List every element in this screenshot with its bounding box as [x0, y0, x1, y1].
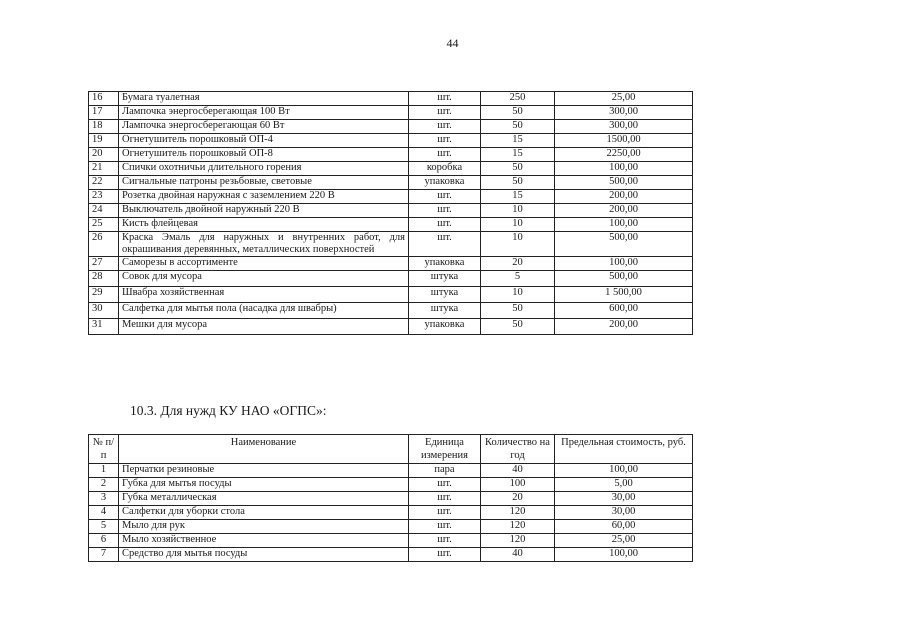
cell-price: 60,00 [555, 520, 693, 534]
cell-qty: 40 [481, 464, 555, 478]
cell-unit: шт. [409, 492, 481, 506]
table-row [89, 92, 693, 106]
table-row [89, 134, 693, 148]
table-row [89, 271, 693, 287]
cell-num: 24 [89, 204, 119, 218]
cell-price: 5,00 [555, 478, 693, 492]
table-row [89, 492, 693, 506]
cell-name: Бумага туалетная [119, 92, 409, 106]
table-row [89, 464, 693, 478]
cell-price: 100,00 [555, 162, 693, 176]
cell-num: 21 [89, 162, 119, 176]
cell-qty: 15 [481, 148, 555, 162]
cell-unit: штука [409, 271, 481, 287]
table-row [89, 176, 693, 190]
cell-unit: шт. [409, 218, 481, 232]
cell-name: Огнетушитель порошковый ОП-8 [119, 148, 409, 162]
cell-num: 4 [89, 506, 119, 520]
items-table-continued [88, 91, 693, 335]
table-row [89, 506, 693, 520]
cell-unit: шт. [409, 190, 481, 204]
cell-qty: 50 [481, 162, 555, 176]
cell-name: Перчатки резиновые [119, 464, 409, 478]
table-row [89, 204, 693, 218]
cell-price: 25,00 [555, 92, 693, 106]
cell-unit: шт. [409, 92, 481, 106]
cell-num: 3 [89, 492, 119, 506]
cell-name: Салфетки для уборки стола [119, 506, 409, 520]
cell-num: 17 [89, 106, 119, 120]
cell-price: 1500,00 [555, 134, 693, 148]
cell-num: 7 [89, 548, 119, 562]
header-num: № п/п [89, 435, 119, 464]
cell-price: 600,00 [555, 303, 693, 319]
cell-price: 2250,00 [555, 148, 693, 162]
table-row [89, 287, 693, 303]
cell-qty: 15 [481, 134, 555, 148]
cell-qty: 10 [481, 218, 555, 232]
table-row [89, 534, 693, 548]
cell-name: Мыло хозяйственное [119, 534, 409, 548]
cell-name: Краска Эмаль для наружных и внутренних работ, для окрашивания деревянных, металлических поверхностей [119, 232, 409, 257]
cell-name: Лампочка энергосберегающая 100 Вт [119, 106, 409, 120]
table-row [89, 257, 693, 271]
cell-name: Розетка двойная наружная с заземлением 220 В [119, 190, 409, 204]
table-row [89, 232, 693, 257]
cell-name: Губка для мытья посуды [119, 478, 409, 492]
cell-price: 100,00 [555, 218, 693, 232]
cell-unit: шт. [409, 232, 481, 257]
cell-name: Лампочка энергосберегающая 60 Вт [119, 120, 409, 134]
cell-price: 300,00 [555, 106, 693, 120]
cell-qty: 100 [481, 478, 555, 492]
ogps-items-table [88, 434, 693, 562]
cell-qty: 50 [481, 176, 555, 190]
cell-unit: пара [409, 464, 481, 478]
cell-qty: 50 [481, 106, 555, 120]
cell-qty: 40 [481, 548, 555, 562]
cell-price: 100,00 [555, 548, 693, 562]
table-row [89, 218, 693, 232]
cell-price: 200,00 [555, 204, 693, 218]
cell-name: Саморезы в ассортименте [119, 257, 409, 271]
section-heading: 10.3. Для нужд КУ НАО «ОГПС»: [130, 403, 327, 418]
cell-unit: шт. [409, 106, 481, 120]
header-unit: Единица измерения [409, 435, 481, 464]
table-header-row [89, 435, 693, 464]
cell-qty: 50 [481, 319, 555, 335]
cell-name: Средство для мытья посуды [119, 548, 409, 562]
cell-qty: 20 [481, 257, 555, 271]
cell-num: 22 [89, 176, 119, 190]
cell-unit: шт. [409, 520, 481, 534]
cell-name: Салфетка для мытья пола (насадка для швабры) [119, 303, 409, 319]
cell-price: 100,00 [555, 257, 693, 271]
table-row [89, 120, 693, 134]
cell-price: 25,00 [555, 534, 693, 548]
cell-unit: штука [409, 287, 481, 303]
cell-num: 5 [89, 520, 119, 534]
cell-qty: 15 [481, 190, 555, 204]
cell-qty: 120 [481, 506, 555, 520]
cell-unit: шт. [409, 204, 481, 218]
cell-num: 30 [89, 303, 119, 319]
table-row [89, 162, 693, 176]
cell-qty: 50 [481, 303, 555, 319]
cell-price: 500,00 [555, 271, 693, 287]
header-qty: Количество на год [481, 435, 555, 464]
cell-qty: 10 [481, 287, 555, 303]
cell-num: 1 [89, 464, 119, 478]
cell-name: Мыло для рук [119, 520, 409, 534]
page-number: 44 [446, 36, 459, 50]
cell-unit: шт. [409, 506, 481, 520]
cell-price: 500,00 [555, 176, 693, 190]
table-row [89, 478, 693, 492]
cell-price: 500,00 [555, 232, 693, 257]
cell-price: 100,00 [555, 464, 693, 478]
cell-price: 1 500,00 [555, 287, 693, 303]
ogps-items-table-body [89, 464, 693, 562]
cell-num: 18 [89, 120, 119, 134]
cell-price: 300,00 [555, 120, 693, 134]
cell-name: Кисть флейцевая [119, 218, 409, 232]
cell-unit: шт. [409, 478, 481, 492]
cell-name: Огнетушитель порошковый ОП-4 [119, 134, 409, 148]
cell-qty: 10 [481, 204, 555, 218]
cell-name: Спички охотничьи длительного горения [119, 162, 409, 176]
cell-num: 6 [89, 534, 119, 548]
table-row [89, 520, 693, 534]
table-row [89, 319, 693, 335]
items-table-body [89, 92, 693, 335]
cell-num: 25 [89, 218, 119, 232]
header-name: Наименование [119, 435, 409, 464]
table-row [89, 548, 693, 562]
cell-unit: упаковка [409, 319, 481, 335]
header-price: Предельная стоимость, руб. [555, 435, 693, 464]
cell-qty: 20 [481, 492, 555, 506]
cell-num: 28 [89, 271, 119, 287]
cell-unit: шт. [409, 534, 481, 548]
cell-unit: шт. [409, 148, 481, 162]
cell-unit: упаковка [409, 257, 481, 271]
table-row [89, 190, 693, 204]
cell-unit: шт. [409, 548, 481, 562]
cell-qty: 50 [481, 120, 555, 134]
cell-name: Губка металлическая [119, 492, 409, 506]
cell-num: 27 [89, 257, 119, 271]
cell-unit: штука [409, 303, 481, 319]
cell-name: Совок для мусора [119, 271, 409, 287]
cell-name: Швабра хозяйственная [119, 287, 409, 303]
cell-qty: 5 [481, 271, 555, 287]
cell-name: Выключатель двойной наружный 220 В [119, 204, 409, 218]
cell-num: 20 [89, 148, 119, 162]
table-row [89, 148, 693, 162]
cell-qty: 250 [481, 92, 555, 106]
cell-price: 30,00 [555, 506, 693, 520]
cell-unit: упаковка [409, 176, 481, 190]
cell-num: 23 [89, 190, 119, 204]
cell-num: 26 [89, 232, 119, 257]
table-row [89, 106, 693, 120]
cell-name: Мешки для мусора [119, 319, 409, 335]
cell-qty: 10 [481, 232, 555, 257]
cell-price: 30,00 [555, 492, 693, 506]
cell-num: 31 [89, 319, 119, 335]
cell-num: 2 [89, 478, 119, 492]
cell-num: 16 [89, 92, 119, 106]
cell-num: 29 [89, 287, 119, 303]
cell-qty: 120 [481, 520, 555, 534]
cell-unit: шт. [409, 134, 481, 148]
cell-unit: коробка [409, 162, 481, 176]
cell-num: 19 [89, 134, 119, 148]
cell-price: 200,00 [555, 319, 693, 335]
cell-unit: шт. [409, 120, 481, 134]
cell-name: Сигнальные патроны резьбовые, световые [119, 176, 409, 190]
table-row [89, 303, 693, 319]
cell-qty: 120 [481, 534, 555, 548]
cell-price: 200,00 [555, 190, 693, 204]
